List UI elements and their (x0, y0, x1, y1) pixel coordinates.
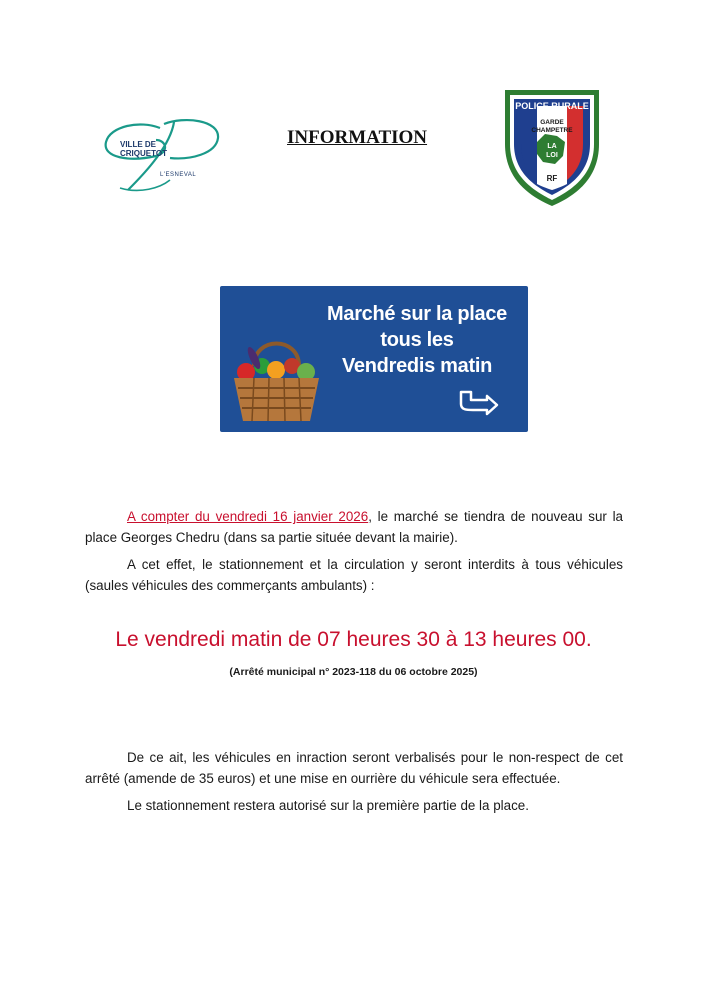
svg-text:GARDE: GARDE (540, 119, 564, 126)
market-sign-line: Marché sur la place (327, 303, 507, 325)
vegetable-basket-icon (224, 326, 329, 426)
svg-text:RF: RF (546, 174, 558, 183)
market-sign-text (310, 301, 524, 379)
market-sign-line: Vendredis matin (342, 355, 492, 377)
paragraph-parking-allowed (85, 795, 623, 816)
parking-ban-text: A cet effet, le stationnement et la circulation y seront interdits à tous véhicules (saules véhicules des commerçants ambulants) : (85, 557, 623, 593)
ville-logo-name: VILLE DE CRIQUETOT (120, 140, 167, 158)
paragraph-market-resume (85, 506, 623, 548)
penalties-text: De ce ait, les véhicules en inraction seront verbalisés pour le non-respect de cet arrêté (amende de 35 euros) et une mise en ourrière du véhicule sera effectuée. (85, 750, 623, 786)
paragraph-parking-ban (85, 554, 623, 596)
municipal-decree-reference: (Arrêté municipal n° 2023-118 du 06 octobre 2025) (229, 666, 478, 678)
turn-right-arrow-icon (453, 386, 503, 416)
svg-text:LOI: LOI (546, 152, 558, 159)
paragraph-penalties (85, 747, 623, 789)
market-sign-image (218, 284, 530, 436)
police-rurale-badge (497, 84, 607, 209)
market-sign-line: tous les (380, 329, 454, 351)
page-title: INFORMATION (287, 127, 428, 148)
ville-logo-suffix: L'ESNEVAL (160, 172, 197, 178)
ville-logo (100, 118, 230, 198)
market-sign-plate (220, 286, 528, 432)
market-resume-text: , le marché se tiendra de nouveau sur la place Georges Chedru (dans sa partie située devant la mairie). (85, 509, 623, 545)
parking-allowed-text: Le stationnement restera autorisé sur la première partie de la place. (127, 798, 529, 813)
ville-logo-swirl (100, 118, 230, 198)
svg-text:CHAMPETRE: CHAMPETRE (531, 127, 573, 134)
svg-text:POLICE RURALE: POLICE RURALE (515, 101, 589, 111)
svg-text:LA: LA (547, 143, 557, 150)
ban-schedule-headline: Le vendredi matin de 07 heures 30 à 13 heures 00. (115, 628, 592, 651)
market-resume-date: A compter du vendredi 16 janvier 2026 (127, 509, 369, 524)
